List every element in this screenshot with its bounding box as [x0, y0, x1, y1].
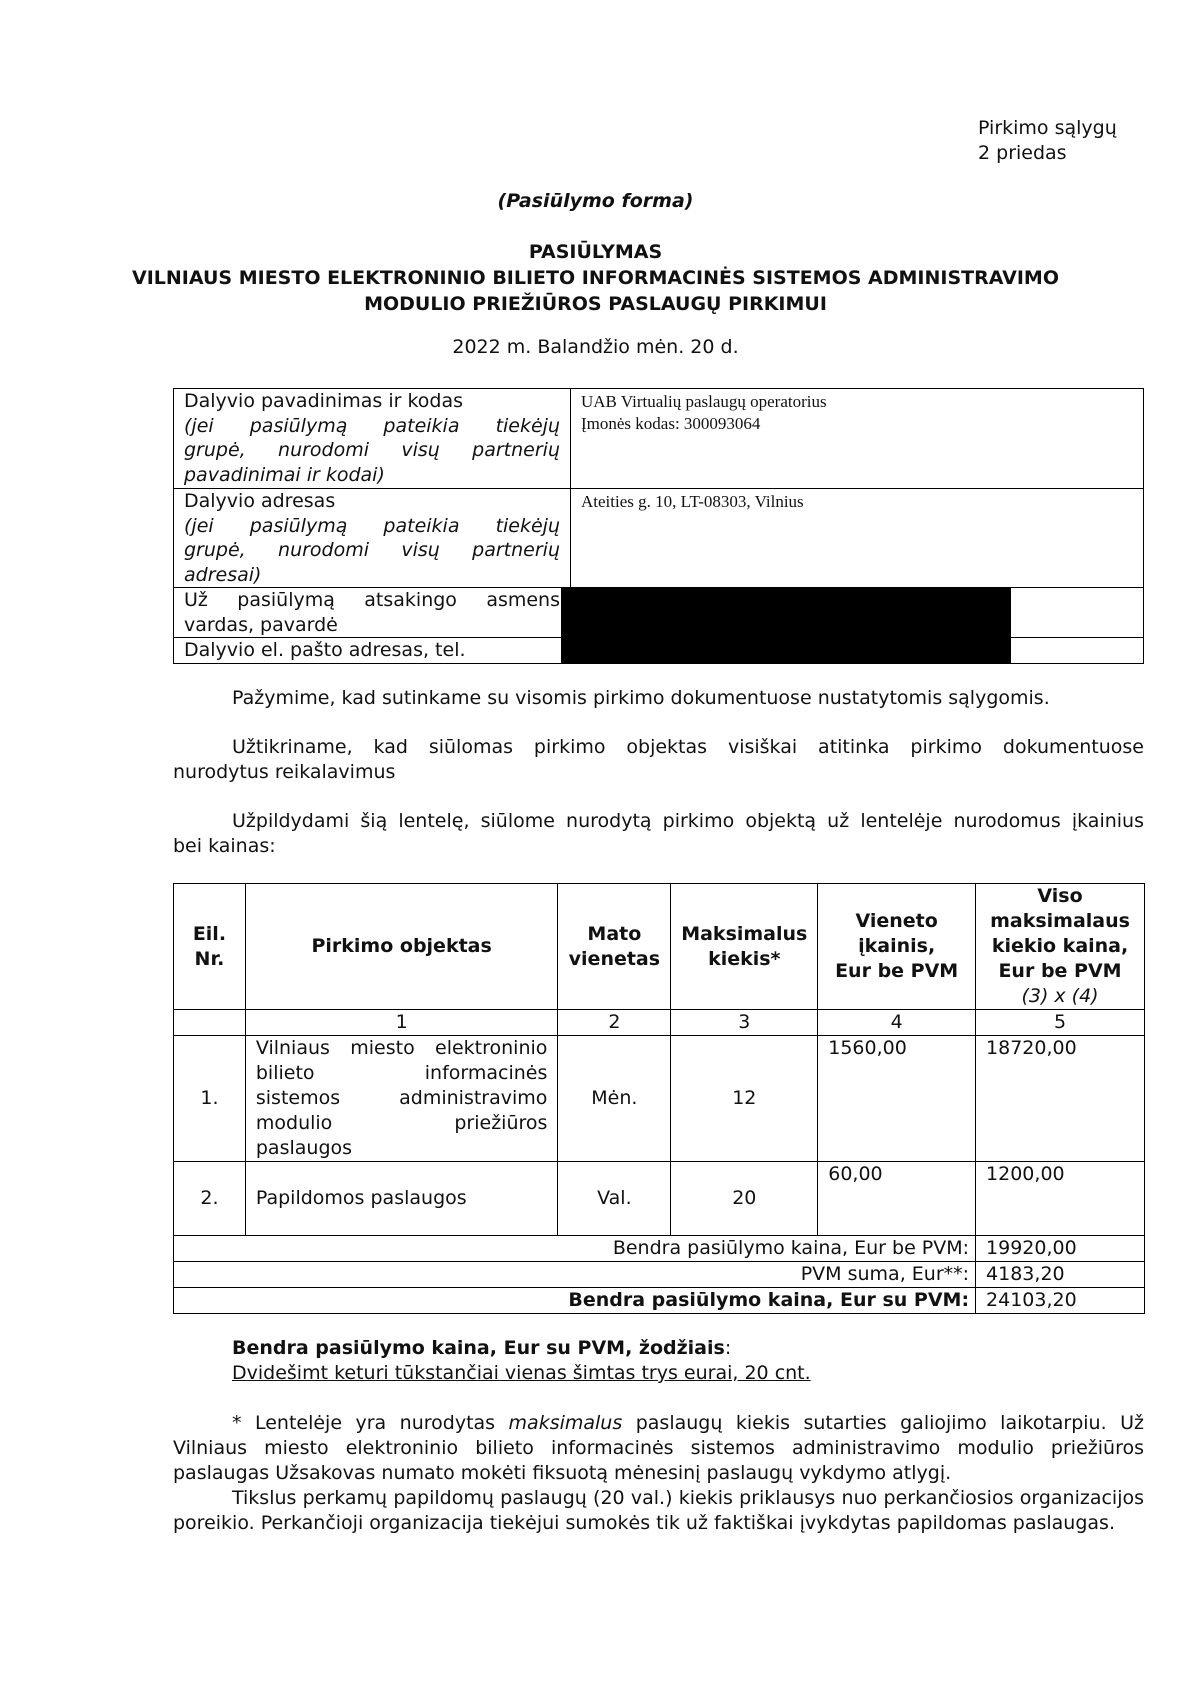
column-number: 1 — [245, 1010, 558, 1036]
object-line: Vilniaus miesto elektroninio — [255, 1037, 548, 1059]
footnote-text: * Lentelėje yra nurodytas — [232, 1412, 509, 1434]
footnote-text: paslaugų kiekis sutarties galiojimo laikotarpiu. Už Vilniaus miesto elektroninio bilieto informacinės sistemos administravimo modulio priežiūros paslaugas Užsakovas numato mokėti fiksuotą mėnesinį paslaugų vykdymo atlygį. — [173, 1412, 1144, 1484]
price-in-words-colon: : — [724, 1337, 732, 1359]
title-line-1: PASIŪLYMAS — [528, 241, 663, 263]
note-line: grupė, nurodomi visų partnerių — [184, 539, 560, 561]
table-row — [174, 1036, 1145, 1162]
price-in-words-title-text: Bendra pasiūlymo kaina, Eur su PVM, žodžiais — [232, 1337, 725, 1359]
header-line: įkainis, — [858, 935, 936, 957]
price-table — [173, 883, 1145, 1314]
header-line: Mato — [587, 922, 642, 945]
participant-address-label-cell — [174, 489, 571, 588]
price-in-words-title — [232, 1337, 731, 1359]
label-line: vardas, pavardė — [184, 613, 338, 636]
title-line-2: VILNIAUS MIESTO ELEKTRONINIO BILIETO INFORMACINĖS SISTEMOS ADMINISTRAVIMO — [132, 267, 1059, 289]
object-line: sistemos administravimo — [255, 1087, 548, 1109]
responsible-person-label-cell — [174, 588, 571, 638]
participant-name-label-cell — [174, 389, 571, 489]
row-nr: 1. — [174, 1036, 246, 1162]
note-line: (jei pasiūlymą pateikia tiekėjų — [184, 414, 560, 437]
column-number: 5 — [976, 1010, 1145, 1036]
note-line: grupė, nurodomi visų partnerių — [184, 439, 560, 461]
participant-name-value: UAB Virtualių paslaugų operatorius — [581, 392, 827, 411]
responsible-person-label — [184, 588, 560, 637]
header-line: kiekis* — [708, 947, 781, 970]
object-line: bilieto informacinės — [255, 1062, 548, 1084]
row-object — [245, 1036, 558, 1162]
annex-line-1: Pirkimo sąlygų — [978, 117, 1117, 139]
label-line: Už pasiūlymą atsakingo asmens — [184, 589, 560, 611]
header-object: Pirkimo objektas — [245, 884, 558, 1010]
header-unit-price — [818, 884, 976, 1010]
total-gross-label: Bendra pasiūlymo kaina, Eur su PVM: — [174, 1288, 976, 1314]
header-qty — [671, 884, 818, 1010]
row-object — [245, 1162, 558, 1236]
participant-address-note — [184, 514, 560, 588]
statement-compliance — [173, 735, 1144, 785]
object-line: Papildomos paslaugos — [255, 1187, 467, 1209]
statement-line: Užtikriname, kad siūlomas pirkimo objektas visiškai atitinka pirkimo dokumentuose — [232, 736, 1144, 758]
row-unit-price: 1560,00 — [818, 1036, 976, 1162]
note-line: adresai) — [184, 563, 262, 586]
header-line: Viso — [1037, 885, 1083, 907]
column-number: 3 — [671, 1010, 818, 1036]
vat-label: PVM suma, Eur**: — [174, 1262, 976, 1288]
statement-offer — [173, 809, 1144, 859]
total-row — [174, 1236, 1145, 1262]
row-nr: 2. — [174, 1162, 246, 1236]
header-nr — [174, 884, 246, 1010]
header-total — [976, 884, 1145, 1010]
footnote-max-quantity — [173, 1411, 1144, 1486]
email-label-cell — [174, 638, 571, 664]
participant-name-value-cell — [571, 389, 1144, 489]
header-unit — [558, 884, 671, 1010]
form-label: (Pasiūlymo forma) — [497, 190, 694, 212]
column-number: 4 — [818, 1010, 976, 1036]
participant-code-value: Įmonės kodas: 300093064 — [581, 414, 761, 433]
statement-line: nurodytus reikalavimus — [173, 761, 396, 783]
column-number-row — [174, 1010, 1145, 1036]
participant-name-note — [184, 414, 560, 488]
header-line: Eur be PVM — [835, 960, 959, 982]
object-line: modulio priežiūros — [255, 1112, 548, 1134]
statement-line: bei kainas: — [173, 835, 276, 857]
email-label: Dalyvio el. pašto adresas, tel. — [184, 639, 466, 661]
participant-address-value: Ateities g. 10, LT-08303, Vilnius — [581, 492, 804, 511]
object-line: paslaugos — [255, 1137, 353, 1159]
annex-reference — [978, 116, 1117, 166]
row-total: 18720,00 — [976, 1036, 1145, 1162]
header-line: Eil. — [192, 922, 227, 945]
document-date: 2022 m. Balandžio mėn. 20 d. — [452, 336, 739, 358]
row-unit: Val. — [558, 1162, 671, 1236]
header-line: kiekio kaina, — [991, 935, 1129, 957]
vat-value: 4183,20 — [976, 1262, 1145, 1288]
participant-address-value-cell — [571, 489, 1144, 588]
table-row — [174, 1162, 1145, 1236]
header-line: vienetas — [568, 947, 661, 970]
row-qty: 12 — [671, 1036, 818, 1162]
column-number-blank — [174, 1010, 246, 1036]
note-line: (jei pasiūlymą pateikia tiekėjų — [184, 514, 560, 537]
footnote-emphasis: maksimalus — [508, 1412, 623, 1434]
column-number: 2 — [558, 1010, 671, 1036]
header-line: Maksimalus — [681, 922, 808, 945]
price-in-words-value: Dvidešimt keturi tūkstančiai vienas šimtas trys eurai, 20 cnt. — [232, 1362, 811, 1384]
row-unit-price: 60,00 — [818, 1162, 976, 1236]
total-net-value: 19920,00 — [976, 1236, 1145, 1262]
row-total: 1200,00 — [976, 1162, 1145, 1236]
header-line: Eur be PVM — [998, 960, 1122, 982]
annex-line-2: 2 priedas — [978, 142, 1067, 164]
row-unit: Mėn. — [558, 1036, 671, 1162]
total-row — [174, 1288, 1145, 1314]
header-line: Vieneto — [855, 910, 938, 932]
row-qty: 20 — [671, 1162, 818, 1236]
title-line-3: MODULIO PRIEŽIŪROS PASLAUGŲ PIRKIMUI — [364, 293, 827, 315]
total-gross-value: 24103,20 — [976, 1288, 1145, 1314]
header-line: Nr. — [194, 947, 225, 970]
total-net-label: Bendra pasiūlymo kaina, Eur be PVM: — [174, 1236, 976, 1262]
statement-agree: Pažymime, kad sutinkame su visomis pirkimo dokumentuose nustatytomis sąlygomis. — [232, 687, 1050, 709]
document-title — [0, 239, 1191, 317]
footnote-text: Tikslus perkamų papildomų paslaugų (20 val.) kiekis priklausys nuo perkančiosios organizacijos poreikio. Perkančioji organizacija tiekėjui sumokės tik už faktiškai įvykdytas papildomas paslaugas. — [173, 1487, 1144, 1534]
redaction-overlay — [561, 588, 1004, 663]
header-line: maksimalaus — [990, 910, 1130, 932]
header-formula: (3) x (4) — [1021, 985, 1099, 1007]
footnote-additional-services — [173, 1486, 1144, 1536]
participant-address-label: Dalyvio adresas — [184, 490, 336, 512]
note-line: pavadinimai ir kodai) — [184, 463, 385, 486]
total-row — [174, 1262, 1145, 1288]
participant-name-label: Dalyvio pavadinimas ir kodas — [184, 390, 464, 412]
table-header-row — [174, 884, 1145, 1010]
statement-line: Užpildydami šią lentelę, siūlome nurodytą pirkimo objektą už lentelėje nurodomus įkainius — [232, 810, 1144, 832]
